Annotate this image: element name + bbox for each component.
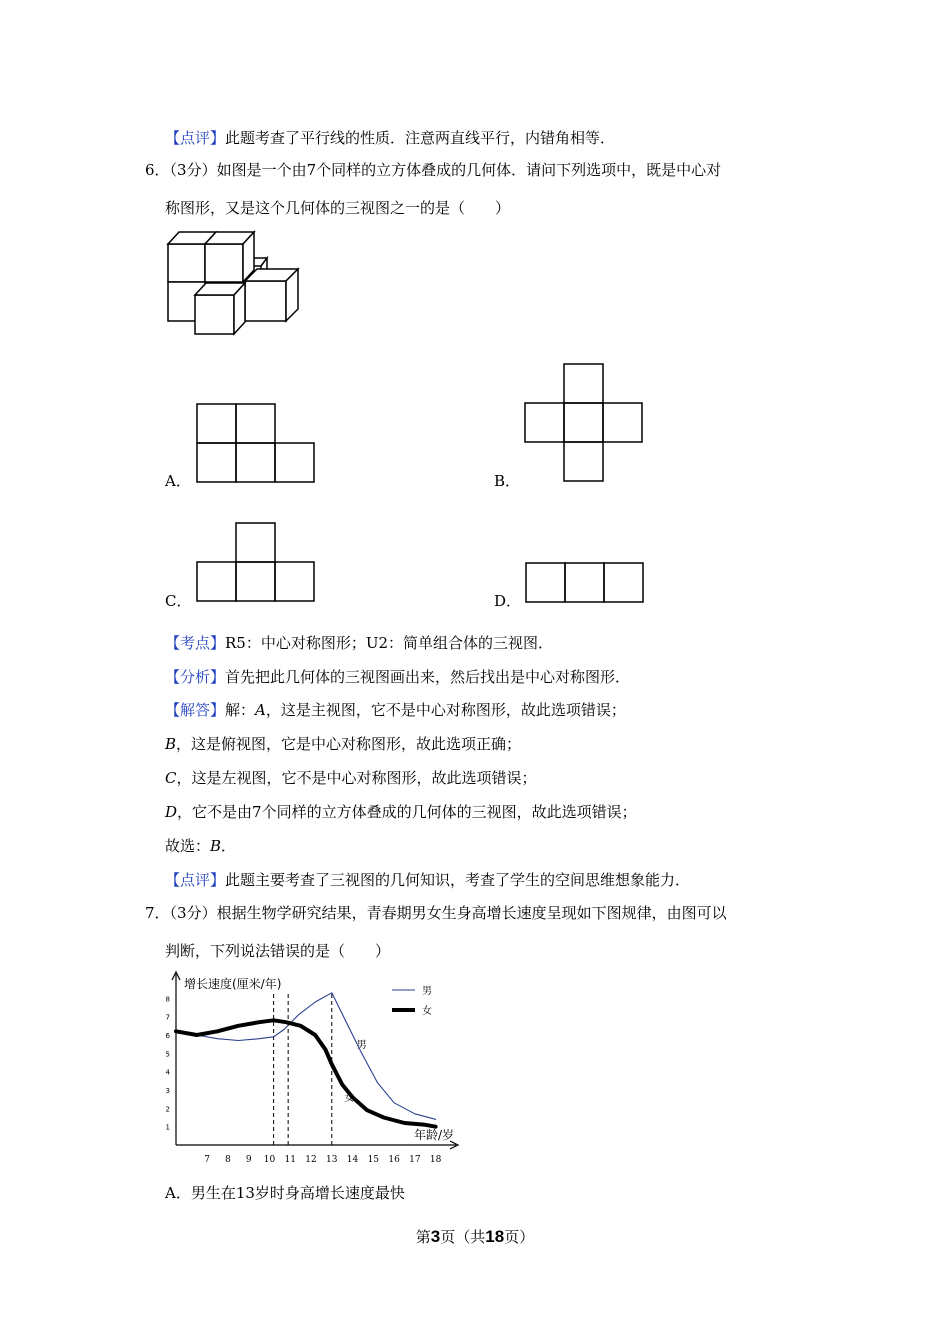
- jieda-line-a: [165, 700, 626, 720]
- comment-tag: 【点评】: [165, 129, 226, 147]
- x-tick-label: 15: [367, 1155, 380, 1165]
- footer-post: 页）: [504, 1228, 535, 1246]
- y-tick-label: 4: [165, 1068, 170, 1077]
- x-tick-label: 8: [225, 1155, 231, 1165]
- jieda-d-letter: D: [165, 803, 178, 821]
- kaodian-line: [165, 633, 553, 653]
- x-tick-label: 18: [429, 1155, 442, 1165]
- footer-total-pages: 18: [485, 1227, 505, 1246]
- x-tick-label: 12: [305, 1155, 317, 1165]
- guxuan-letter: B: [210, 837, 222, 855]
- jieda-prefix: 解：: [225, 701, 256, 719]
- series-line-female: [176, 1020, 436, 1126]
- x-tick-label: 11: [284, 1155, 296, 1165]
- x-tick-label: 16: [388, 1155, 400, 1165]
- curve-annotation: 男: [356, 1039, 367, 1051]
- option-d-label[interactable]: D．: [494, 592, 522, 610]
- jieda-b-letter: B: [165, 735, 177, 753]
- option-a-figure: [196, 403, 318, 485]
- jieda-line-d: [165, 802, 637, 822]
- q7-option-a[interactable]: A．男生在13岁时身高增长速度最快: [165, 1184, 405, 1202]
- y-tick-label: 5: [165, 1050, 170, 1059]
- q7-stem-1: （3分）根据生物学研究结果，青春期男女生身高增长速度呈现如下图规律，由图可以: [169, 904, 727, 922]
- x-tick-label: 7: [204, 1155, 211, 1165]
- guxuan-suffix: ．: [221, 837, 237, 855]
- legend-label-female: 女: [422, 1006, 432, 1017]
- comment-text: 此题考查了平行线的性质．注意两直线平行，内错角相等．: [225, 129, 616, 147]
- kaodian-text: R5：中心对称图形；U2：简单组合体的三视图．: [225, 634, 554, 652]
- y-tick-label: 3: [165, 1087, 170, 1095]
- jieda-c-letter: C: [165, 769, 177, 787]
- legend-label-male: 男: [422, 986, 432, 997]
- x-axis-label: 年龄/岁: [414, 1128, 455, 1142]
- jieda-line-b: [165, 734, 521, 754]
- footer-mid: 页（共: [440, 1228, 486, 1246]
- y-axis-label: 增长速度(厘米/年): [184, 977, 282, 991]
- y-tick-label: 2: [165, 1105, 170, 1114]
- dianping-line: [165, 870, 690, 890]
- x-tick-label: 9: [245, 1155, 252, 1165]
- fenxi-tag: 【分析】: [165, 668, 226, 686]
- q6-number: 6．: [145, 161, 170, 179]
- page-footer: [0, 1226, 950, 1247]
- fenxi-line: [165, 667, 630, 687]
- prev-comment-line: [165, 128, 615, 148]
- y-tick-label: 7: [165, 1013, 170, 1022]
- option-d-figure: [525, 562, 647, 604]
- x-tick-label: 17: [409, 1155, 421, 1165]
- q7-line1: [145, 903, 727, 923]
- option-b-label[interactable]: B．: [494, 472, 521, 490]
- option-a-label[interactable]: A．: [165, 472, 191, 490]
- x-tick-label: 14: [346, 1155, 359, 1165]
- jieda-c-text: ，这是左视图，它不是中心对称图形，故此选项错误；: [176, 769, 537, 787]
- x-tick-label: 13: [326, 1155, 338, 1165]
- fenxi-text: 首先把此几何体的三视图画出来，然后找出是中心对称图形．: [225, 668, 631, 686]
- option-b-figure: [524, 363, 646, 485]
- guxuan-line: [165, 836, 236, 856]
- q6-line2: 称图形，又是这个几何体的三视图之一的是（ ）: [165, 199, 511, 217]
- q7-number: 7．: [145, 904, 170, 922]
- y-tick-label: 6: [165, 1032, 170, 1040]
- jieda-a-text: ，这是主视图，它不是中心对称图形，故此选项错误；: [265, 701, 626, 719]
- dianping-text: 此题主要考查了三视图的几何知识，考查了学生的空间思维想象能力．: [225, 871, 691, 889]
- dianping-tag: 【点评】: [165, 871, 226, 889]
- growth-speed-chart: [160, 970, 460, 1170]
- q6-stem-1: （3分）如图是一个由7个同样的立方体叠成的几何体．请问下列选项中，既是中心对: [169, 161, 722, 179]
- jieda-line-c: [165, 768, 537, 788]
- y-tick-label: 8: [165, 995, 170, 1004]
- curve-annotation: 女: [344, 1093, 355, 1104]
- q7-line2: 判断，下列说法错误的是（ ）: [165, 942, 391, 960]
- jieda-b-text: ，这是俯视图，它是中心对称图形，故此选项正确；: [176, 735, 522, 753]
- option-c-label[interactable]: C．: [165, 592, 192, 610]
- cube-stack-figure: [163, 228, 323, 343]
- jieda-d-text: ，它不是由7个同样的立方体叠成的几何体的三视图，故此选项错误；: [177, 803, 637, 821]
- footer-pre: 第: [415, 1228, 431, 1246]
- option-c-figure: [196, 522, 318, 604]
- y-tick-label: 1: [165, 1123, 170, 1132]
- kaodian-tag: 【考点】: [165, 634, 226, 652]
- footer-page-number: 3: [430, 1227, 441, 1246]
- jieda-tag: 【解答】: [165, 701, 226, 719]
- q6-line1: [145, 160, 721, 180]
- guxuan-prefix: 故选：: [165, 837, 211, 855]
- jieda-a-letter: A: [255, 701, 266, 719]
- x-tick-label: 10: [263, 1155, 276, 1165]
